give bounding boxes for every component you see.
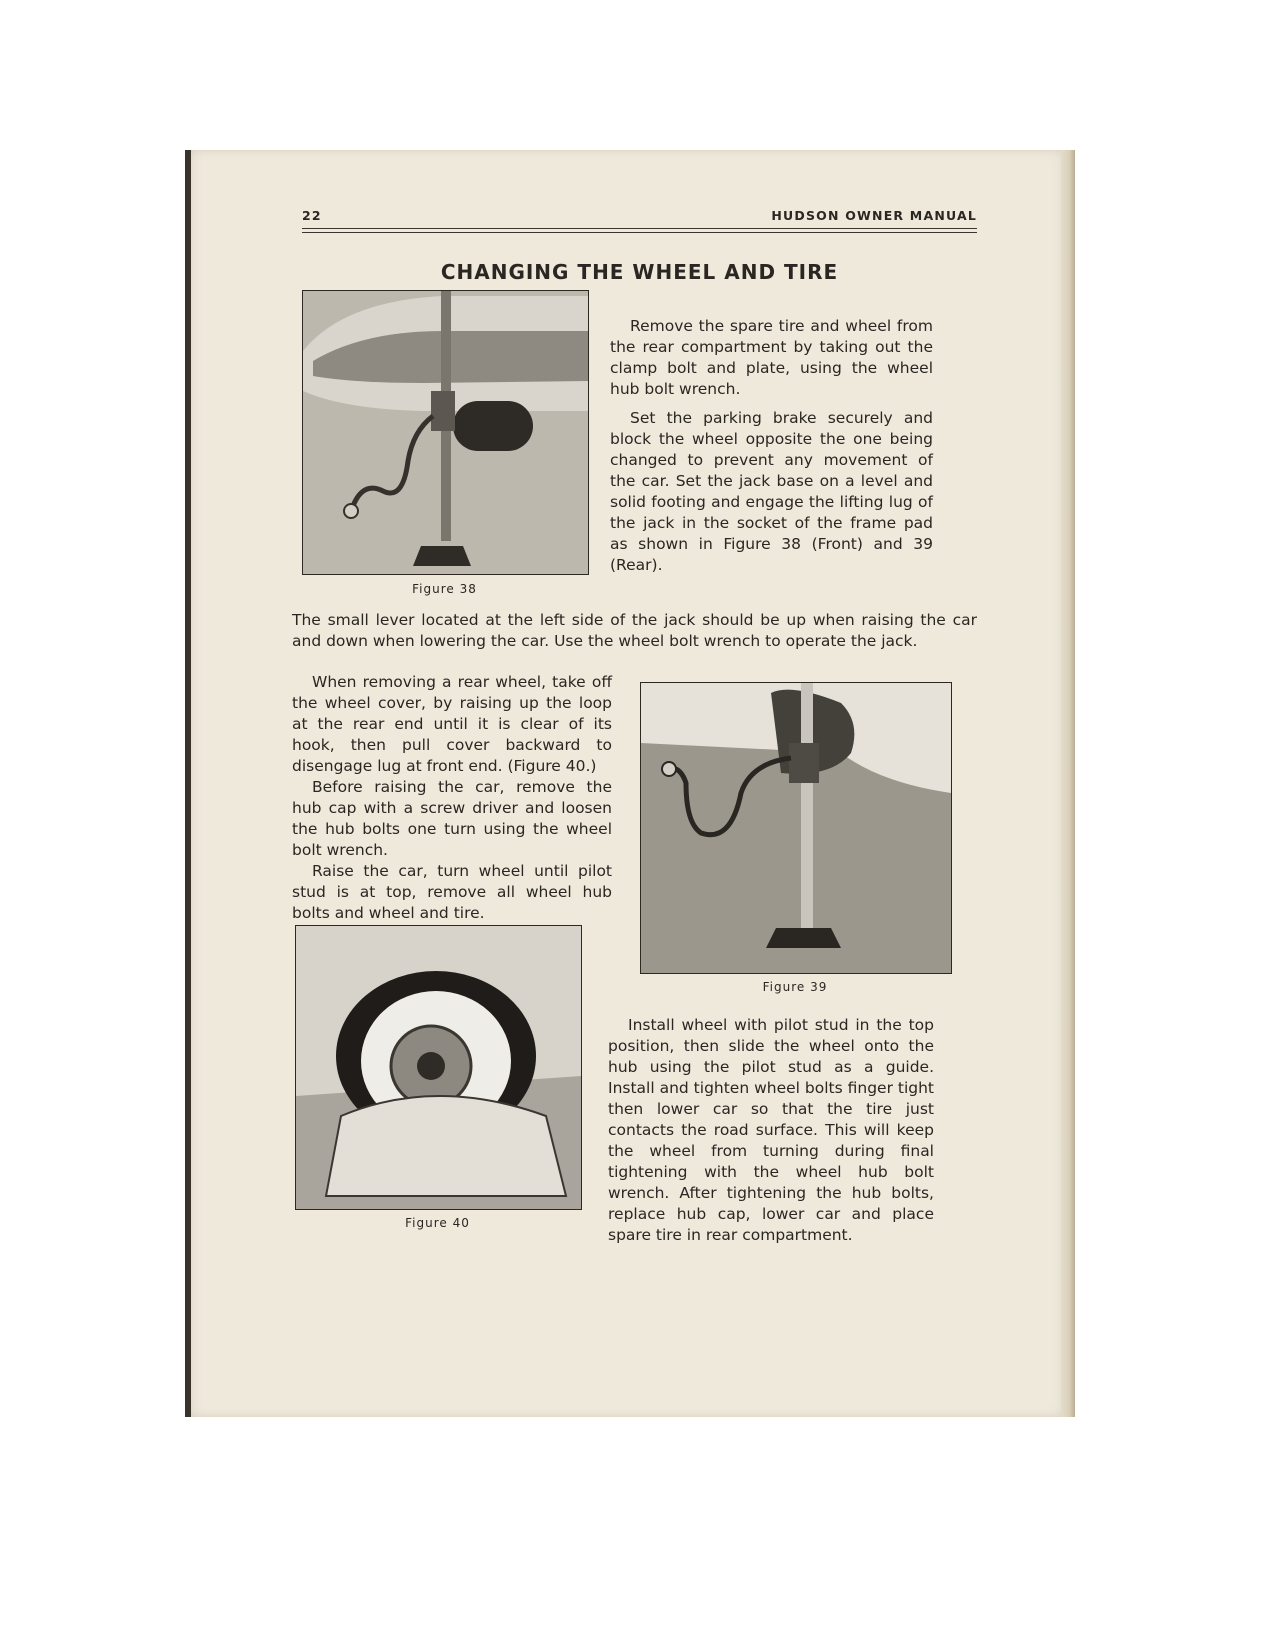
paragraph-jack-lever: The small lever located at the left side of the jack should be up when raising the car and down when lowering the car. Use the wheel bolt wrench to operate the jack. [292, 611, 977, 650]
figure-39-caption: Figure 39 [762, 980, 828, 994]
book-spine-shadow [185, 150, 191, 1417]
header-rule [302, 228, 977, 229]
paragraph-install-wheel: Install wheel with pilot stud in the top position, then slide the wheel onto the hub using the pilot stud as a guide. Install and tighten wheel bolts finger tight then lower car so that the tire just contacts the road surface. This will keep the wheel from turning during final tightening with the wheel hub bolt wrench. After tightening the hub bolts, replace hub cap, lower car and place spare tire in rear compartment. [608, 1016, 934, 1244]
jack-front-icon [303, 291, 588, 574]
text-block-top [610, 316, 933, 584]
scanned-page [185, 150, 1075, 1417]
running-title: HUDSON OWNER MANUAL [771, 208, 977, 223]
figure-39-photo [640, 682, 952, 974]
header-rule-thin [302, 232, 977, 233]
text-block-left [292, 672, 612, 924]
paragraph-remove-spare: Remove the spare tire and wheel from the rear compartment by taking out the clamp bolt and plate, using the wheel hub bolt wrench. [610, 317, 933, 398]
wheel-cover-icon [296, 926, 581, 1209]
page-number: 22 [302, 208, 322, 223]
figure-40-photo [295, 925, 582, 1210]
figure-40-caption: Figure 40 [405, 1216, 470, 1230]
page-edge [1061, 150, 1075, 1417]
paragraph-remove-rear-wheel: When removing a rear wheel, take off the wheel cover, by raising up the loop at the rear end until it is clear of its hook, then pull cover backward to disengage lug at front end. (Figure 40.) [292, 673, 612, 775]
section-title: CHANGING THE WHEEL AND TIRE [440, 260, 839, 284]
paragraph-raise-car: Raise the car, turn wheel until pilot stud is at top, remove all wheel hub bolts and wheel and tire. [292, 862, 612, 922]
paragraph-hub-cap: Before raising the car, remove the hub cap with a screw driver and loosen the hub bolts one turn using the wheel bolt wrench. [292, 778, 612, 859]
paragraph-parking-brake: Set the parking brake securely and block the wheel opposite the one being changed to prevent any movement of the car. Set the jack base on a level and solid footing and engage the lifting lug of the jack in the socket of the frame pad as shown in Figure 38 (Front) and 39 (Rear). [610, 409, 933, 574]
figure-38-caption: Figure 38 [412, 582, 477, 596]
jack-rear-icon [641, 683, 951, 973]
figure-38-photo [302, 290, 589, 575]
